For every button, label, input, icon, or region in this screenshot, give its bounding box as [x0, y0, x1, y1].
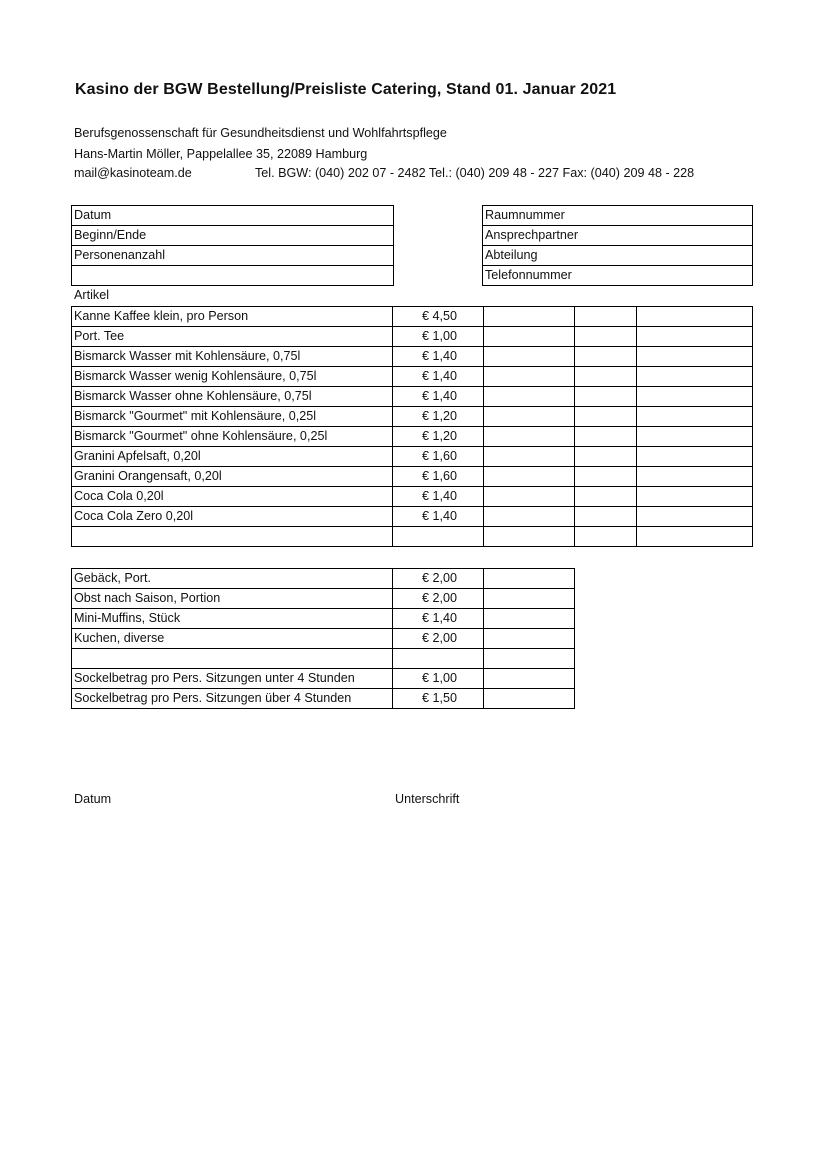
item-name: Bismarck Wasser mit Kohlensäure, 0,75l — [72, 347, 393, 367]
articles-label: Artikel — [74, 288, 109, 302]
item-price: € 1,60 — [393, 447, 484, 467]
entry-cell[interactable] — [575, 487, 637, 507]
item-name: Bismarck "Gourmet" mit Kohlensäure, 0,25l — [72, 407, 393, 427]
entry-cell[interactable] — [637, 527, 753, 547]
item-price: € 1,00 — [393, 669, 484, 689]
quantity-cell[interactable] — [484, 507, 575, 527]
quantity-cell[interactable] — [484, 487, 575, 507]
quantity-cell[interactable] — [484, 629, 575, 649]
item-name: Coca Cola 0,20l — [72, 487, 393, 507]
item-price: € 1,40 — [393, 347, 484, 367]
entry-cell[interactable] — [575, 367, 637, 387]
quantity-cell[interactable] — [484, 427, 575, 447]
entry-cell[interactable] — [637, 427, 753, 447]
quantity-cell[interactable] — [484, 649, 575, 669]
item-price: € 4,50 — [393, 307, 484, 327]
table-row — [72, 669, 575, 689]
table-row — [72, 447, 753, 467]
item-name: Bismarck Wasser wenig Kohlensäure, 0,75l — [72, 367, 393, 387]
entry-cell[interactable] — [637, 487, 753, 507]
document-title: Kasino der BGW Bestellung/Preisliste Catering, Stand 01. Januar 2021 — [75, 81, 617, 98]
item-name: Kuchen, diverse — [72, 629, 393, 649]
item-price: € 1,40 — [393, 387, 484, 407]
contact-email: mail@kasinoteam.de — [74, 166, 192, 180]
entry-cell[interactable] — [575, 347, 637, 367]
item-name: Kanne Kaffee klein, pro Person — [72, 307, 393, 327]
table-row — [72, 367, 753, 387]
item-price: € 1,40 — [393, 367, 484, 387]
item-price — [393, 649, 484, 669]
signature-label: Unterschrift — [395, 792, 460, 806]
event-info-blank[interactable] — [72, 266, 394, 286]
table-row — [72, 327, 753, 347]
item-price: € 1,40 — [393, 609, 484, 629]
item-price: € 1,40 — [393, 487, 484, 507]
item-name: Coca Cola Zero 0,20l — [72, 507, 393, 527]
table-row — [72, 427, 753, 447]
entry-cell[interactable] — [575, 447, 637, 467]
entry-cell[interactable] — [637, 507, 753, 527]
item-name: Sockelbetrag pro Pers. Sitzungen unter 4 Stunden — [72, 669, 393, 689]
contact-info-table — [482, 205, 753, 286]
item-name — [72, 649, 393, 669]
quantity-cell[interactable] — [484, 387, 575, 407]
table-row — [72, 507, 753, 527]
table-row — [72, 589, 575, 609]
table-row — [72, 467, 753, 487]
event-info-table — [71, 205, 394, 286]
quantity-cell[interactable] — [484, 589, 575, 609]
item-name: Granini Apfelsaft, 0,20l — [72, 447, 393, 467]
event-info-date[interactable]: Datum — [72, 206, 394, 226]
item-price: € 1,00 — [393, 327, 484, 347]
item-price — [393, 527, 484, 547]
entry-cell[interactable] — [637, 327, 753, 347]
entry-cell[interactable] — [637, 307, 753, 327]
quantity-cell[interactable] — [484, 569, 575, 589]
quantity-cell[interactable] — [484, 407, 575, 427]
table-row — [72, 527, 753, 547]
item-name: Mini-Muffins, Stück — [72, 609, 393, 629]
table-row — [72, 347, 753, 367]
item-price: € 2,00 — [393, 629, 484, 649]
beverages-table — [71, 306, 753, 547]
item-price: € 1,20 — [393, 407, 484, 427]
contact-phones: Tel. BGW: (040) 202 07 - 2482 Tel.: (040) 209 48 - 227 Fax: (040) 209 48 - 228 — [255, 166, 695, 180]
food-table — [71, 568, 575, 709]
quantity-cell[interactable] — [484, 609, 575, 629]
item-name: Gebäck, Port. — [72, 569, 393, 589]
table-row — [72, 629, 575, 649]
quantity-cell[interactable] — [484, 327, 575, 347]
event-info-time[interactable]: Beginn/Ende — [72, 226, 394, 246]
item-price: € 2,00 — [393, 589, 484, 609]
quantity-cell[interactable] — [484, 467, 575, 487]
contact-info-department[interactable]: Abteilung — [483, 246, 753, 266]
item-price: € 1,40 — [393, 507, 484, 527]
entry-cell[interactable] — [575, 467, 637, 487]
entry-cell[interactable] — [637, 387, 753, 407]
item-name: Bismarck "Gourmet" ohne Kohlensäure, 0,25l — [72, 427, 393, 447]
table-row — [72, 609, 575, 629]
quantity-cell[interactable] — [484, 669, 575, 689]
quantity-cell[interactable] — [484, 689, 575, 709]
item-name — [72, 527, 393, 547]
table-row — [72, 487, 753, 507]
item-price: € 1,20 — [393, 427, 484, 447]
org-address: Hans-Martin Möller, Pappelallee 35, 22089 Hamburg — [74, 147, 368, 161]
signature-date-label: Datum — [74, 792, 112, 806]
entry-cell[interactable] — [575, 307, 637, 327]
entry-cell[interactable] — [637, 447, 753, 467]
item-name: Port. Tee — [72, 327, 393, 347]
item-name: Obst nach Saison, Portion — [72, 589, 393, 609]
entry-cell[interactable] — [575, 407, 637, 427]
quantity-cell[interactable] — [484, 447, 575, 467]
entry-cell[interactable] — [575, 327, 637, 347]
contact-info-phone[interactable]: Telefonnummer — [483, 266, 753, 286]
entry-cell[interactable] — [637, 407, 753, 427]
entry-cell[interactable] — [637, 467, 753, 487]
item-name: Granini Orangensaft, 0,20l — [72, 467, 393, 487]
quantity-cell[interactable] — [484, 307, 575, 327]
entry-cell[interactable] — [575, 527, 637, 547]
quantity-cell[interactable] — [484, 367, 575, 387]
table-row — [72, 689, 575, 709]
table-row — [72, 649, 575, 669]
item-name: Bismarck Wasser ohne Kohlensäure, 0,75l — [72, 387, 393, 407]
item-price: € 1,50 — [393, 689, 484, 709]
table-row — [72, 387, 753, 407]
entry-cell[interactable] — [575, 427, 637, 447]
item-price: € 1,60 — [393, 467, 484, 487]
entry-cell[interactable] — [637, 367, 753, 387]
table-row — [72, 307, 753, 327]
event-info-persons[interactable]: Personenanzahl — [72, 246, 394, 266]
entry-cell[interactable] — [575, 387, 637, 407]
org-name: Berufsgenossenschaft für Gesundheitsdienst und Wohlfahrtspflege — [74, 126, 447, 140]
quantity-cell[interactable] — [484, 347, 575, 367]
contact-info-room[interactable]: Raumnummer — [483, 206, 753, 226]
item-name: Sockelbetrag pro Pers. Sitzungen über 4 Stunden — [72, 689, 393, 709]
table-row — [72, 407, 753, 427]
table-row — [72, 569, 575, 589]
item-price: € 2,00 — [393, 569, 484, 589]
quantity-cell[interactable] — [484, 527, 575, 547]
entry-cell[interactable] — [575, 507, 637, 527]
entry-cell[interactable] — [637, 347, 753, 367]
contact-info-person[interactable]: Ansprechpartner — [483, 226, 753, 246]
